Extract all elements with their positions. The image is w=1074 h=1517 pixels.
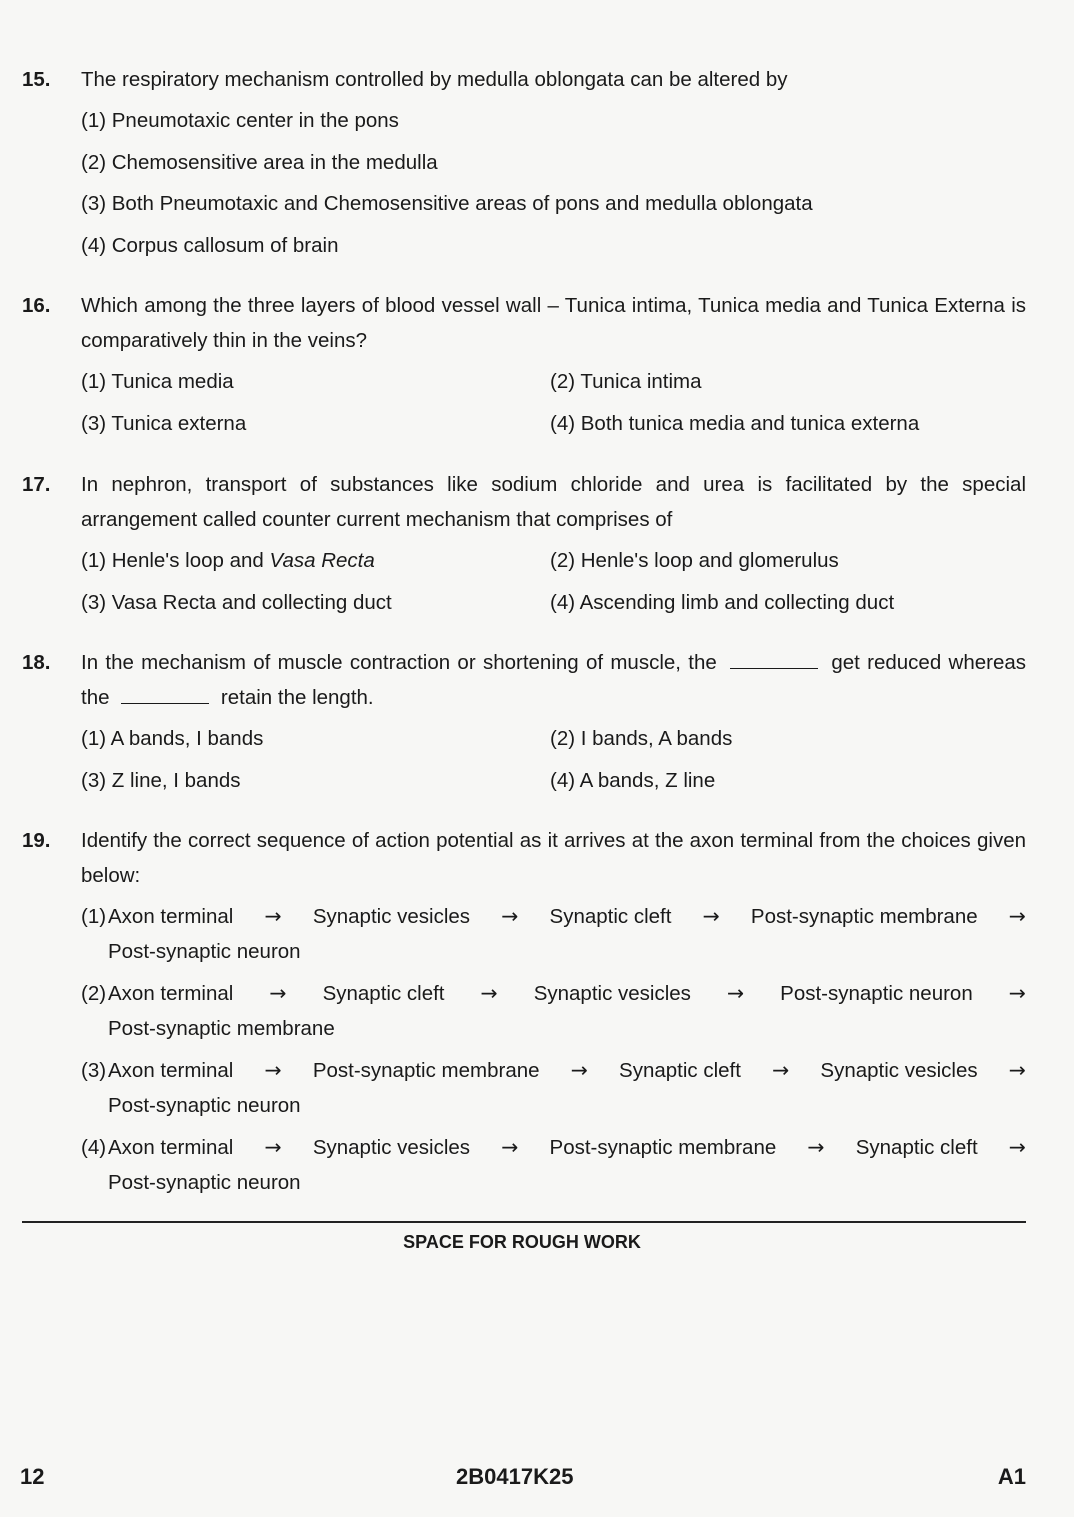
sequence-step: Axon terminal	[108, 905, 234, 928]
arrow-right-icon: →	[501, 904, 519, 928]
sequence-step: Synaptic cleft	[549, 905, 672, 928]
sequence-step: Axon terminal	[108, 1136, 234, 1159]
option-3: (3) Z line, I bands	[81, 768, 241, 792]
option-1	[81, 899, 1026, 969]
option-1	[81, 540, 550, 582]
option-2	[81, 976, 1026, 1046]
question-text-part3: retain the length.	[220, 686, 374, 709]
sequence-step: Synaptic vesicles	[312, 905, 471, 928]
option-1-text: (1) Henle's loop and	[81, 549, 270, 572]
arrow-right-icon: →	[772, 1058, 790, 1082]
question-16	[22, 288, 1026, 444]
series-code: A1	[997, 1464, 1026, 1489]
sequence-line	[108, 976, 1026, 1011]
arrow-right-icon: →	[1008, 1058, 1026, 1082]
question-number: 19.	[22, 829, 51, 852]
question-text-part2: get reduced whereas the	[81, 651, 1026, 709]
arrow-right-icon: →	[726, 981, 745, 1005]
arrow-right-icon: →	[1008, 981, 1026, 1005]
option-number: (4)	[81, 1136, 107, 1159]
option-1: (1) A bands, I bands	[81, 727, 264, 750]
arrow-right-icon: →	[1008, 904, 1026, 928]
question-number: 16.	[22, 294, 51, 317]
question-text-part1: In the mechanism of muscle contraction or shortening of muscle, the	[81, 651, 717, 674]
option-3: (3) Both Pneumotaxic and Chemosensitive areas of pons and medulla oblongata	[81, 192, 813, 215]
question-19	[22, 823, 1026, 1207]
arrow-right-icon: →	[501, 1135, 519, 1159]
fill-blank-1	[730, 648, 818, 669]
sequence-step: Post-synaptic neuron	[780, 982, 973, 1005]
question-text	[81, 645, 1026, 715]
sequence-step: Synaptic cleft	[322, 982, 445, 1005]
question-number: 17.	[22, 473, 51, 496]
option-4	[81, 1130, 1026, 1200]
rough-work-label: SPACE FOR ROUGH WORK	[403, 1232, 641, 1252]
option-3: (3) Vasa Recta and collecting duct	[81, 590, 392, 614]
sequence-step-last: Post-synaptic neuron	[108, 1171, 301, 1194]
arrow-right-icon: →	[702, 904, 720, 928]
option-4: (4) Corpus callosum of brain	[81, 233, 339, 257]
option-4: (4) A bands, Z line	[550, 768, 716, 792]
question-text: In nephron, transport of substances like sodium chloride and urea is facilitated by the special arrangement called counter current mechanism that comprises of	[81, 473, 1026, 531]
arrow-right-icon: →	[264, 1058, 282, 1082]
question-15	[22, 62, 1026, 266]
question-18	[22, 645, 1026, 801]
page-number: 12	[20, 1464, 45, 1489]
question-17	[22, 467, 1026, 623]
fill-blank-2	[121, 683, 209, 704]
sequence-step: Post-synaptic membrane	[549, 1136, 777, 1159]
sequence-step: Synaptic vesicles	[312, 1136, 471, 1159]
option-3	[81, 1053, 1026, 1123]
option-number: (1)	[81, 905, 107, 928]
option-4: (4) Ascending limb and collecting duct	[550, 590, 895, 614]
option-1: (1) Tunica media	[81, 370, 234, 393]
option-2: (2) Chemosensitive area in the medulla	[81, 150, 438, 174]
arrow-right-icon: →	[269, 981, 287, 1005]
arrow-right-icon: →	[480, 981, 498, 1005]
booklet-code: 2B0417K25	[456, 1464, 574, 1489]
sequence-step: Axon terminal	[108, 1059, 234, 1082]
option-1-italic: Vasa Recta	[269, 549, 375, 572]
arrow-right-icon: →	[807, 1135, 825, 1159]
option-2: (2) Tunica intima	[550, 370, 702, 393]
option-3: (3) Tunica externa	[81, 411, 247, 435]
question-text: Which among the three layers of blood vessel wall – Tunica intima, Tunica media and Tunica Externa is comparatively thin in the veins?	[81, 294, 1026, 352]
sequence-step: Synaptic cleft	[855, 1136, 978, 1159]
option-4: (4) Both tunica media and tunica externa	[550, 411, 920, 435]
sequence-step: Axon terminal	[108, 982, 234, 1005]
sequence-step: Post-synaptic membrane	[750, 905, 978, 928]
option-number: (3)	[81, 1059, 107, 1082]
sequence-step: Synaptic vesicles	[820, 1059, 978, 1082]
sequence-options	[81, 899, 1026, 1200]
sequence-step: Post-synaptic membrane	[312, 1059, 540, 1082]
option-1: (1) Pneumotaxic center in the pons	[81, 109, 399, 132]
sequence-step-last: Post-synaptic neuron	[108, 940, 301, 963]
option-2: (2) I bands, A bands	[550, 727, 733, 750]
option-number: (2)	[81, 982, 107, 1005]
arrow-right-icon: →	[570, 1058, 588, 1082]
divider-line	[22, 1221, 1026, 1223]
sequence-line	[108, 899, 1026, 934]
sequence-step: Synaptic vesicles	[533, 982, 691, 1005]
sequence-line	[108, 1130, 1026, 1165]
option-2: (2) Henle's loop and glomerulus	[550, 549, 839, 572]
question-number: 18.	[22, 651, 51, 674]
arrow-right-icon: →	[264, 1135, 282, 1159]
sequence-step: Synaptic cleft	[619, 1059, 741, 1082]
sequence-line	[108, 1053, 1026, 1088]
arrow-right-icon: →	[264, 904, 282, 928]
question-number: 15.	[22, 68, 51, 91]
arrow-right-icon: →	[1008, 1135, 1026, 1159]
sequence-step-last: Post-synaptic neuron	[108, 1094, 301, 1117]
question-text: Identify the correct sequence of action potential as it arrives at the axon terminal from the choices given below:	[81, 829, 1026, 887]
question-text: The respiratory mechanism controlled by medulla oblongata can be altered by	[81, 68, 788, 91]
sequence-step-last: Post-synaptic membrane	[108, 1017, 335, 1040]
